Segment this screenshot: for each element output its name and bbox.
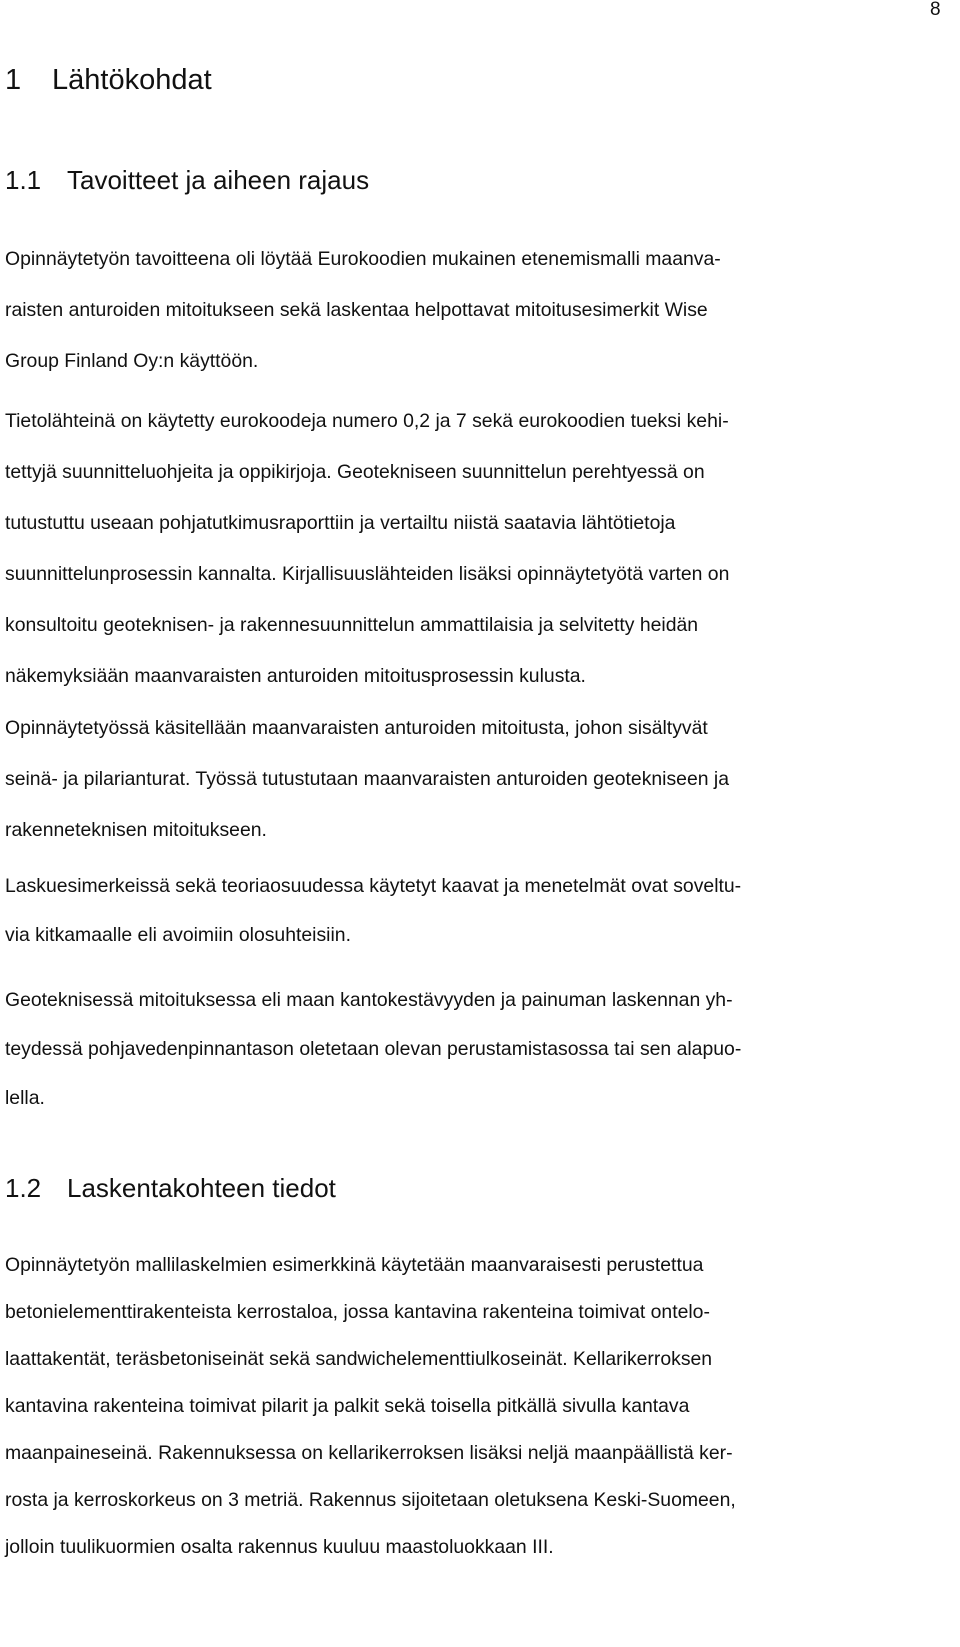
text-line: suunnittelunprosessin kannalta. Kirjallisuuslähteiden lisäksi opinnäytetyötä varten on: [5, 563, 730, 585]
text-line: konsultoitu geoteknisen- ja rakennesuunnittelun ammattilaisia ja selvitetty heidän: [5, 614, 699, 636]
text-line: maanpaineseinä. Rakennuksessa on kellarikerroksen lisäksi neljä maanpäällistä ker-: [5, 1442, 733, 1464]
text-line: lella.: [5, 1087, 45, 1109]
section-number: 1.1: [5, 165, 42, 195]
section-heading-1-2: [5, 1171, 336, 1205]
paragraph-methods: [5, 862, 935, 960]
text-line: kantavina rakenteina toimivat pilarit ja palkit sekä toisella pitkällä sivulla kantava: [5, 1395, 690, 1417]
text-line: raisten anturoiden mitoitukseen sekä laskentaa helpottavat mitoitusesimerkit Wise: [5, 299, 708, 321]
text-line: Tietolähteinä on käytetty eurokoodeja numero 0,2 ja 7 sekä eurokoodien tueksi kehi-: [5, 410, 729, 432]
text-line: Geoteknisessä mitoituksessa eli maan kantokestävyyden ja painuman laskennan yh-: [5, 989, 733, 1011]
text-line: tettyjä suunnitteluohjeita ja oppikirjoja. Geotekniseen suunnittelun perehtyessä on: [5, 461, 705, 483]
section-title: Laskentakohteen tiedot: [67, 1173, 336, 1203]
section-number: 1.2: [5, 1173, 42, 1203]
text-line: betonielementtirakenteista kerrostaloa, jossa kantavina rakenteina toimivat ontelo-: [5, 1301, 710, 1323]
text-line: teydessä pohjavedenpinnantason oletetaan olevan perustamistasossa tai sen alapuo-: [5, 1038, 742, 1060]
paragraph-goal: [5, 234, 935, 387]
chapter-number: 1: [5, 64, 22, 96]
chapter-heading: [5, 62, 212, 98]
text-line: tutustuttu useaan pohjatutkimusraporttiin ja vertailtu niistä saatavia lähtötietoja: [5, 512, 676, 534]
text-line: Group Finland Oy:n käyttöön.: [5, 350, 259, 372]
text-line: rosta ja kerroskorkeus on 3 metriä. Rakennus sijoitetaan oletuksena Keski-Suomeen,: [5, 1489, 736, 1511]
text-line: rakenneteknisen mitoitukseen.: [5, 819, 267, 841]
text-line: seinä- ja pilarianturat. Työssä tutustutaan maanvaraisten anturoiden geotekniseen ja: [5, 768, 730, 790]
paragraph-scope: [5, 703, 935, 856]
text-line: Opinnäytetyön tavoitteena oli löytää Eurokoodien mukainen etenemismalli maanva-: [5, 248, 721, 270]
chapter-title: Lähtökohdat: [52, 64, 212, 96]
text-line: laattakentät, teräsbetoniseinät sekä sandwichelementtiulkoseinät. Kellarikerroksen: [5, 1348, 713, 1370]
text-line: Opinnäytetyön mallilaskelmien esimerkkinä käytetään maanvaraisesti perustettua: [5, 1254, 704, 1276]
text-line: näkemyksiään maanvaraisten anturoiden mitoitusprosessin kulusta.: [5, 665, 586, 687]
text-line: jolloin tuulikuormien osalta rakennus kuuluu maastoluokkaan III.: [5, 1536, 554, 1558]
text-line: Opinnäytetyössä käsitellään maanvaraisten anturoiden mitoitusta, johon sisältyvät: [5, 717, 708, 739]
paragraph-groundwater: [5, 976, 935, 1123]
paragraph-sources: [5, 396, 935, 702]
page-number: 8: [930, 0, 941, 20]
paragraph-building: [5, 1242, 935, 1571]
section-title: Tavoitteet ja aiheen rajaus: [67, 165, 370, 195]
section-heading-1-1: [5, 163, 369, 197]
text-line: via kitkamaalle eli avoimiin olosuhteisiin.: [5, 924, 351, 946]
text-line: Laskuesimerkeissä sekä teoriaosuudessa käytetyt kaavat ja menetelmät ovat soveltu-: [5, 875, 742, 897]
